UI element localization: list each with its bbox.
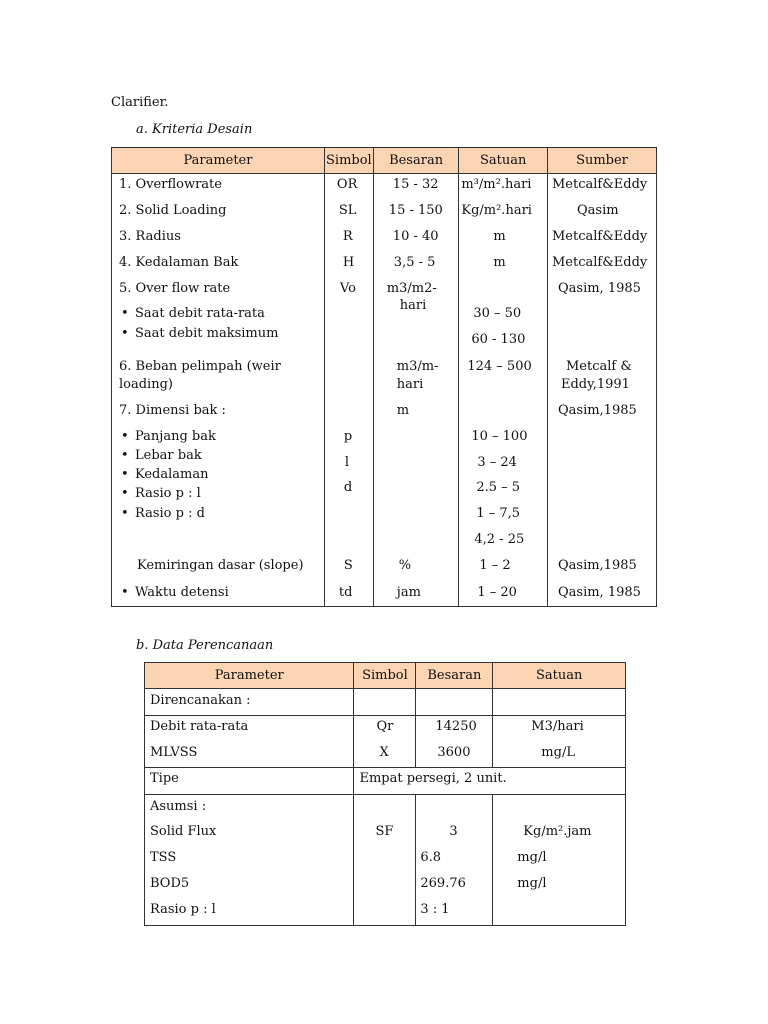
besaran-weir-2: hari [396, 377, 424, 392]
bullet-icon: • [121, 585, 129, 600]
param-solid-loading: 2. Solid Loading [119, 203, 227, 218]
symbol-d: d [343, 480, 353, 495]
sumber-sl: Qasim [576, 203, 619, 218]
sumber-column [547, 174, 656, 607]
satuan-slope: 1 – 2 [479, 558, 511, 573]
besaran-slope: % [398, 558, 412, 573]
column-header-simbol: Simbol [354, 663, 416, 689]
sumber-or: Metcalf&Eddy [551, 177, 648, 192]
param-debit-maks: Saat debit maksimum [135, 326, 279, 341]
besaran-dimensi: m [396, 403, 410, 418]
design-criteria-table [111, 147, 657, 607]
bullet-icon: • [121, 506, 129, 521]
param-overflowrate: 1. Overflowrate [119, 177, 222, 192]
label-solid-flux: Solid Flux [150, 824, 217, 839]
label-mlvss: MLVSS [150, 745, 198, 760]
column-header-besaran: Besaran [373, 148, 459, 174]
unit-debit: M3/hari [531, 719, 584, 734]
label-asumsi: Asumsi : [150, 799, 207, 814]
unit-bod5: mg/l [517, 876, 547, 891]
sumber-h: Metcalf&Eddy [551, 255, 648, 270]
satuan-or: m³/m².hari [461, 177, 532, 192]
param-kedalaman-2: Kedalaman [135, 467, 209, 482]
satuan-waktu: 1 – 20 [477, 585, 517, 600]
column-header-besaran: Besaran [416, 663, 493, 689]
besaran-vo: m3/m2- [386, 281, 437, 296]
bullet-icon: • [121, 326, 129, 341]
param-rasio-pd: Rasio p : d [135, 506, 205, 521]
satuan-debit-rata: 30 – 50 [473, 306, 522, 321]
table-row [145, 716, 354, 768]
table-row [145, 795, 354, 926]
parameter-column [112, 174, 325, 607]
besaran-r: 10 - 40 [392, 229, 439, 244]
bullet-icon: • [121, 429, 129, 444]
empty-cell [493, 689, 626, 716]
label-tss: TSS [150, 850, 177, 865]
satuan-panjang: 10 – 100 [471, 429, 528, 444]
satuan-weir: 124 – 500 [467, 359, 532, 374]
unit-solid-flux: Kg/m².jam [523, 824, 592, 839]
empty-cell [416, 689, 493, 716]
param-debit-rata: Saat debit rata-rata [135, 306, 265, 321]
page-heading: Clarifier. [111, 95, 169, 110]
symbol-p: p [343, 429, 353, 444]
sumber-weir-2: Eddy,1991 [560, 377, 630, 392]
satuan-rasio-pl: 1 – 7,5 [476, 506, 521, 521]
symbol-td: td [338, 585, 353, 600]
sumber-waktu: Qasim, 1985 [557, 585, 641, 600]
symbol-x: X [379, 745, 389, 760]
label-direncanakan: Direncanakan : [150, 693, 251, 708]
satuan-r: m [493, 229, 506, 244]
empty-cell [354, 689, 416, 716]
symbol-or: OR [336, 177, 358, 192]
symbol-qr: Qr [376, 719, 394, 734]
satuan-cell [493, 795, 626, 926]
sumber-dimensi: Qasim,1985 [557, 403, 637, 418]
sumber-slope: Qasim,1985 [557, 558, 637, 573]
param-kemiringan: Kemiringan dasar (slope) [137, 558, 304, 573]
satuan-h: m [493, 255, 506, 270]
value-mlvss: 3600 [437, 745, 471, 760]
column-header-sumber: Sumber [547, 148, 656, 174]
sumber-vo: Qasim, 1985 [557, 281, 641, 296]
symbol-r: R [342, 229, 353, 244]
column-header-satuan: Satuan [459, 148, 548, 174]
bullet-icon: • [121, 467, 129, 482]
symbol-vo: Vo [339, 281, 356, 296]
unit-mlvss: mg/L [541, 745, 575, 760]
simbol-column [324, 174, 373, 607]
section-a-title: a. Kriteria Desain [136, 122, 253, 137]
besaran-vo-2: hari [399, 298, 427, 313]
besaran-or: 15 - 32 [392, 177, 439, 192]
column-header-parameter: Parameter [112, 148, 325, 174]
symbol-sf: SF [375, 824, 394, 839]
param-dimensi-bak: 7. Dimensi bak : [119, 403, 226, 418]
besaran-waktu: jam [396, 585, 421, 600]
besaran-weir: m3/m- [396, 359, 439, 374]
besaran-sl: 15 - 150 [388, 203, 443, 218]
satuan-kedalaman: 2.5 – 5 [476, 480, 521, 495]
besaran-h: 3,5 - 5 [393, 255, 436, 270]
value-tipe: Empat persegi, 2 unit. [359, 771, 507, 786]
param-beban-pelimpah: 6. Beban pelimpah (weir [119, 359, 281, 374]
besaran-cell [416, 716, 493, 768]
value-solid-flux: 3 [449, 824, 458, 839]
column-header-parameter: Parameter [145, 663, 354, 689]
bullet-icon: • [121, 306, 129, 321]
param-kedalaman: 4. Kedalaman Bak [119, 255, 239, 270]
table-row [145, 689, 354, 716]
sumber-weir: Metcalf & [565, 359, 632, 374]
tipe-value-cell [354, 768, 626, 795]
symbol-l: l [344, 455, 350, 470]
label-tipe: Tipe [150, 771, 179, 786]
simbol-cell [354, 795, 416, 926]
satuan-sl: Kg/m².hari [461, 203, 532, 218]
value-bod5: 269.76 [420, 876, 466, 891]
param-radius: 3. Radius [119, 229, 181, 244]
value-tss: 6.8 [420, 850, 442, 865]
param-panjang-bak: Panjang bak [135, 429, 216, 444]
sumber-r: Metcalf&Eddy [551, 229, 648, 244]
satuan-lebar: 3 – 24 [477, 455, 517, 470]
label-debit: Debit rata-rata [150, 719, 249, 734]
satuan-column [459, 174, 548, 607]
satuan-cell [493, 716, 626, 768]
value-debit: 14250 [435, 719, 477, 734]
symbol-s: S [343, 558, 353, 573]
besaran-cell [416, 795, 493, 926]
symbol-sl: SL [338, 203, 357, 218]
param-over-flow-rate: 5. Over flow rate [119, 281, 231, 296]
column-header-simbol: Simbol [324, 148, 373, 174]
satuan-rasio-pd: 4,2 - 25 [474, 532, 525, 547]
symbol-h: H [342, 255, 355, 270]
bullet-icon: • [121, 448, 129, 463]
unit-tss: mg/l [517, 850, 547, 865]
bullet-icon: • [121, 486, 129, 501]
value-rasio: 3 : 1 [420, 902, 450, 917]
satuan-debit-maks: 60 - 130 [471, 332, 526, 347]
param-waktu-detensi: Waktu detensi [135, 585, 229, 600]
label-bod5: BOD5 [150, 876, 190, 891]
besaran-column [373, 174, 459, 607]
planning-data-table [144, 662, 626, 926]
table-row [145, 768, 354, 795]
column-header-satuan: Satuan [493, 663, 626, 689]
param-rasio-pl: Rasio p : l [135, 486, 201, 501]
simbol-cell [354, 716, 416, 768]
param-beban-pelimpah-2: loading) [119, 377, 173, 392]
param-lebar-bak: Lebar bak [135, 448, 202, 463]
section-b-title: b. Data Perencanaan [136, 638, 274, 653]
label-rasio: Rasio p : l [150, 902, 216, 917]
